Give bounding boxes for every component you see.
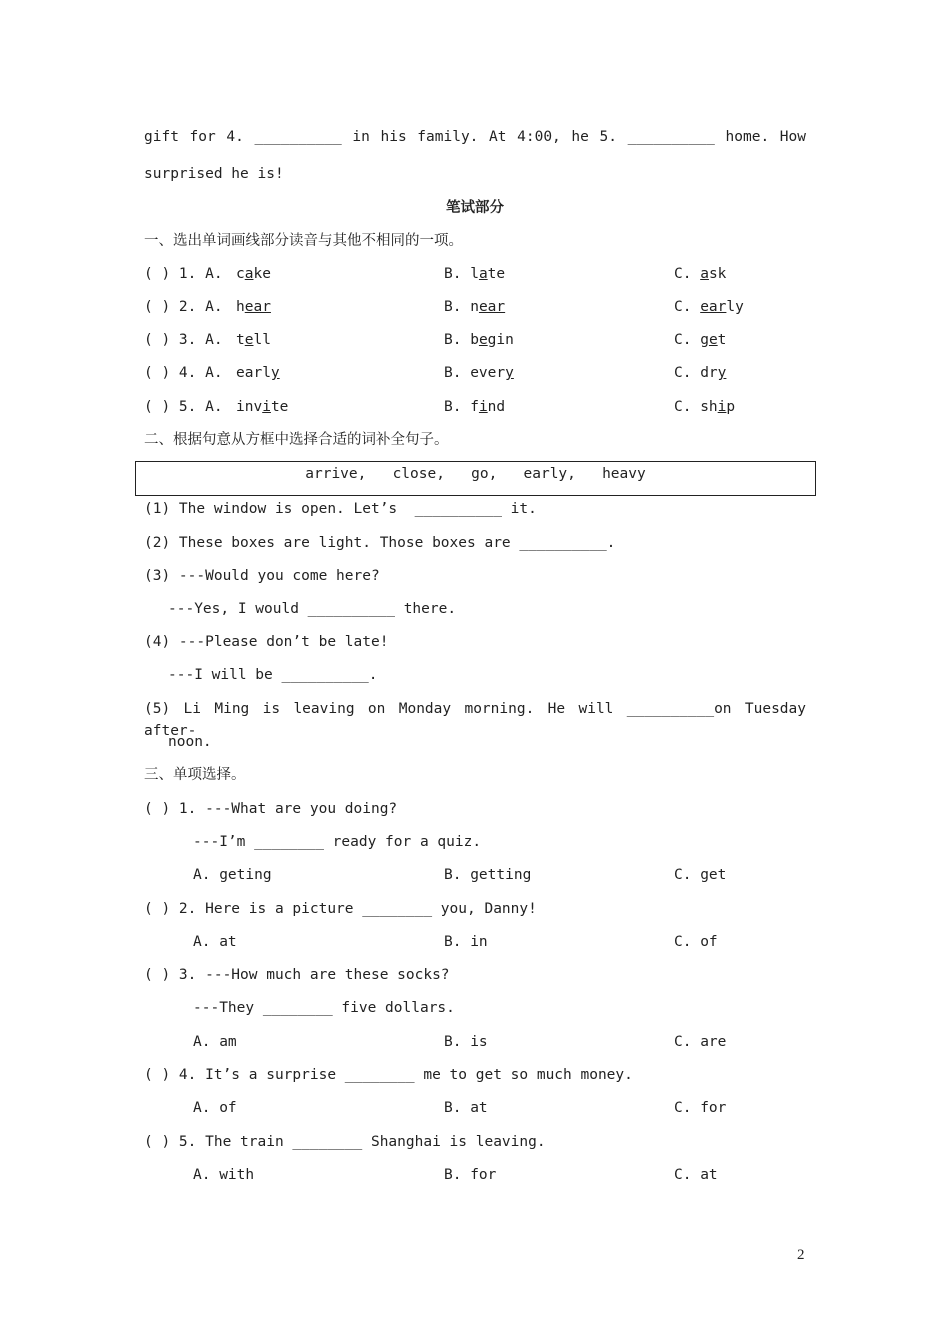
s1-q4-prefix: ( ) 4. A. — [144, 365, 223, 381]
s3-q5-option-c: C. at — [674, 1167, 718, 1183]
s1-question-4 — [0, 362, 950, 384]
s2-line-4 — [0, 598, 950, 620]
s3-q4-option-c: C. for — [674, 1100, 727, 1116]
s2-line-5 — [0, 631, 950, 653]
s3-q5-line-1 — [0, 1131, 950, 1153]
s1-question-3 — [0, 329, 950, 351]
s2-sentence-4-reply: ---I will be __________. — [168, 667, 378, 683]
section2-title-row — [0, 429, 950, 451]
s3-q1-option-c: C. get — [674, 867, 727, 883]
s3-q4-options — [0, 1097, 950, 1119]
s1-q1-option-a: cake — [236, 266, 271, 282]
s1-q2-option-c: C. early — [674, 299, 744, 315]
s1-question-2 — [0, 296, 950, 318]
s1-question-5 — [0, 396, 950, 418]
s3-q1-reply: ---I’m ________ ready for a quiz. — [193, 834, 482, 850]
s3-q5-option-b: B. for — [444, 1167, 497, 1183]
s1-question-1 — [0, 263, 950, 285]
s2-sentence-5: (5) Li Ming is leaving on Monday morning. He will __________on Tuesday after- — [144, 701, 806, 739]
s3-q2-line-1 — [0, 898, 950, 920]
s3-q1-line-1 — [0, 798, 950, 820]
s2-line-6 — [0, 664, 950, 686]
s3-q1-option-a: A. geting — [193, 867, 272, 883]
s2-line-8 — [0, 731, 950, 753]
s2-sentence-4: (4) ---Please don’t be late! — [144, 634, 389, 650]
s3-q4-text: ( ) 4. It’s a surprise ________ me to get so much money. — [144, 1067, 633, 1083]
s1-q2-prefix: ( ) 2. A. — [144, 299, 223, 315]
s3-q3-line-2 — [0, 997, 950, 1019]
s3-q3-option-c: C. are — [674, 1034, 727, 1050]
written-part-heading: 笔试部分 — [446, 200, 504, 216]
s3-q4-option-b: B. at — [444, 1100, 488, 1116]
s3-q3-reply: ---They ________ five dollars. — [193, 1000, 455, 1016]
s1-q1-option-c: C. ask — [674, 266, 727, 282]
s1-q5-option-a: invite — [236, 399, 289, 415]
s1-q5-option-c: C. ship — [674, 399, 736, 415]
section3-title: 三、单项选择。 — [144, 767, 246, 783]
s3-q1-options — [0, 864, 950, 886]
s2-sentence-3: (3) ---Would you come here? — [144, 568, 380, 584]
passage-text-1: gift for 4. __________ in his family. At 4:00, he 5. __________ home. How — [144, 129, 806, 145]
s3-q5-text: ( ) 5. The train ________ Shanghai is leaving. — [144, 1134, 546, 1150]
written-part-heading-row — [0, 197, 950, 219]
s1-q2-option-b: B. near — [444, 299, 506, 315]
section1-title-row — [0, 230, 950, 252]
s3-q2-option-c: C. of — [674, 934, 718, 950]
s1-q4-option-b: B. every — [444, 365, 514, 381]
s3-q3-option-b: B. is — [444, 1034, 488, 1050]
s2-line-1 — [0, 498, 950, 520]
s3-q1-option-b: B. getting — [444, 867, 532, 883]
passage-line-1 — [0, 126, 950, 148]
s3-q5-option-a: A. with — [193, 1167, 255, 1183]
s2-line-3 — [0, 565, 950, 587]
s2-sentence-1: (1) The window is open. Let’s __________ it. — [144, 501, 537, 517]
s2-sentence-2: (2) These boxes are light. Those boxes are __________. — [144, 535, 616, 551]
s1-q1-prefix: ( ) 1. A. — [144, 266, 223, 282]
s1-q4-option-c: C. dry — [674, 365, 727, 381]
s2-sentence-3-reply: ---Yes, I would __________ there. — [168, 601, 457, 617]
s3-q2-options — [0, 931, 950, 953]
s2-line-7 — [0, 698, 950, 739]
s3-q4-option-a: A. of — [193, 1100, 237, 1116]
s1-q3-prefix: ( ) 3. A. — [144, 332, 223, 348]
s3-q3-text: ( ) 3. ---How much are these socks? — [144, 967, 450, 983]
s3-q4-line-1 — [0, 1064, 950, 1086]
word-box-words: arrive, close, go, early, heavy — [305, 466, 646, 482]
page-number: 2 — [797, 1247, 805, 1263]
s3-q2-text: ( ) 2. Here is a picture ________ you, Danny! — [144, 901, 537, 917]
section2-title: 二、根据句意从方框中选择合适的词补全句子。 — [144, 432, 449, 448]
s3-q5-options — [0, 1164, 950, 1186]
word-box — [135, 461, 816, 496]
s3-q2-option-b: B. in — [444, 934, 488, 950]
s1-q5-option-b: B. find — [444, 399, 506, 415]
s3-q3-option-a: A. am — [193, 1034, 237, 1050]
s1-q4-option-a: early — [236, 365, 280, 381]
s1-q1-option-b: B. late — [444, 266, 506, 282]
s1-q5-prefix: ( ) 5. A. — [144, 399, 223, 415]
s1-q3-option-b: B. begin — [444, 332, 514, 348]
passage-line-2 — [0, 163, 950, 185]
s1-q3-option-a: tell — [236, 332, 271, 348]
s2-sentence-5-cont: noon. — [168, 734, 212, 750]
s3-q1-line-2 — [0, 831, 950, 853]
s3-q3-options — [0, 1031, 950, 1053]
s2-line-2 — [0, 532, 950, 554]
passage-text-2: surprised he is! — [144, 166, 284, 182]
s1-q3-option-c: C. get — [674, 332, 727, 348]
s3-q3-line-1 — [0, 964, 950, 986]
section1-title: 一、选出单词画线部分读音与其他不相同的一项。 — [144, 233, 463, 249]
s3-q1-text: ( ) 1. ---What are you doing? — [144, 801, 398, 817]
s3-q2-option-a: A. at — [193, 934, 237, 950]
section3-title-row — [0, 764, 950, 786]
s1-q2-option-a: hear — [236, 299, 271, 315]
